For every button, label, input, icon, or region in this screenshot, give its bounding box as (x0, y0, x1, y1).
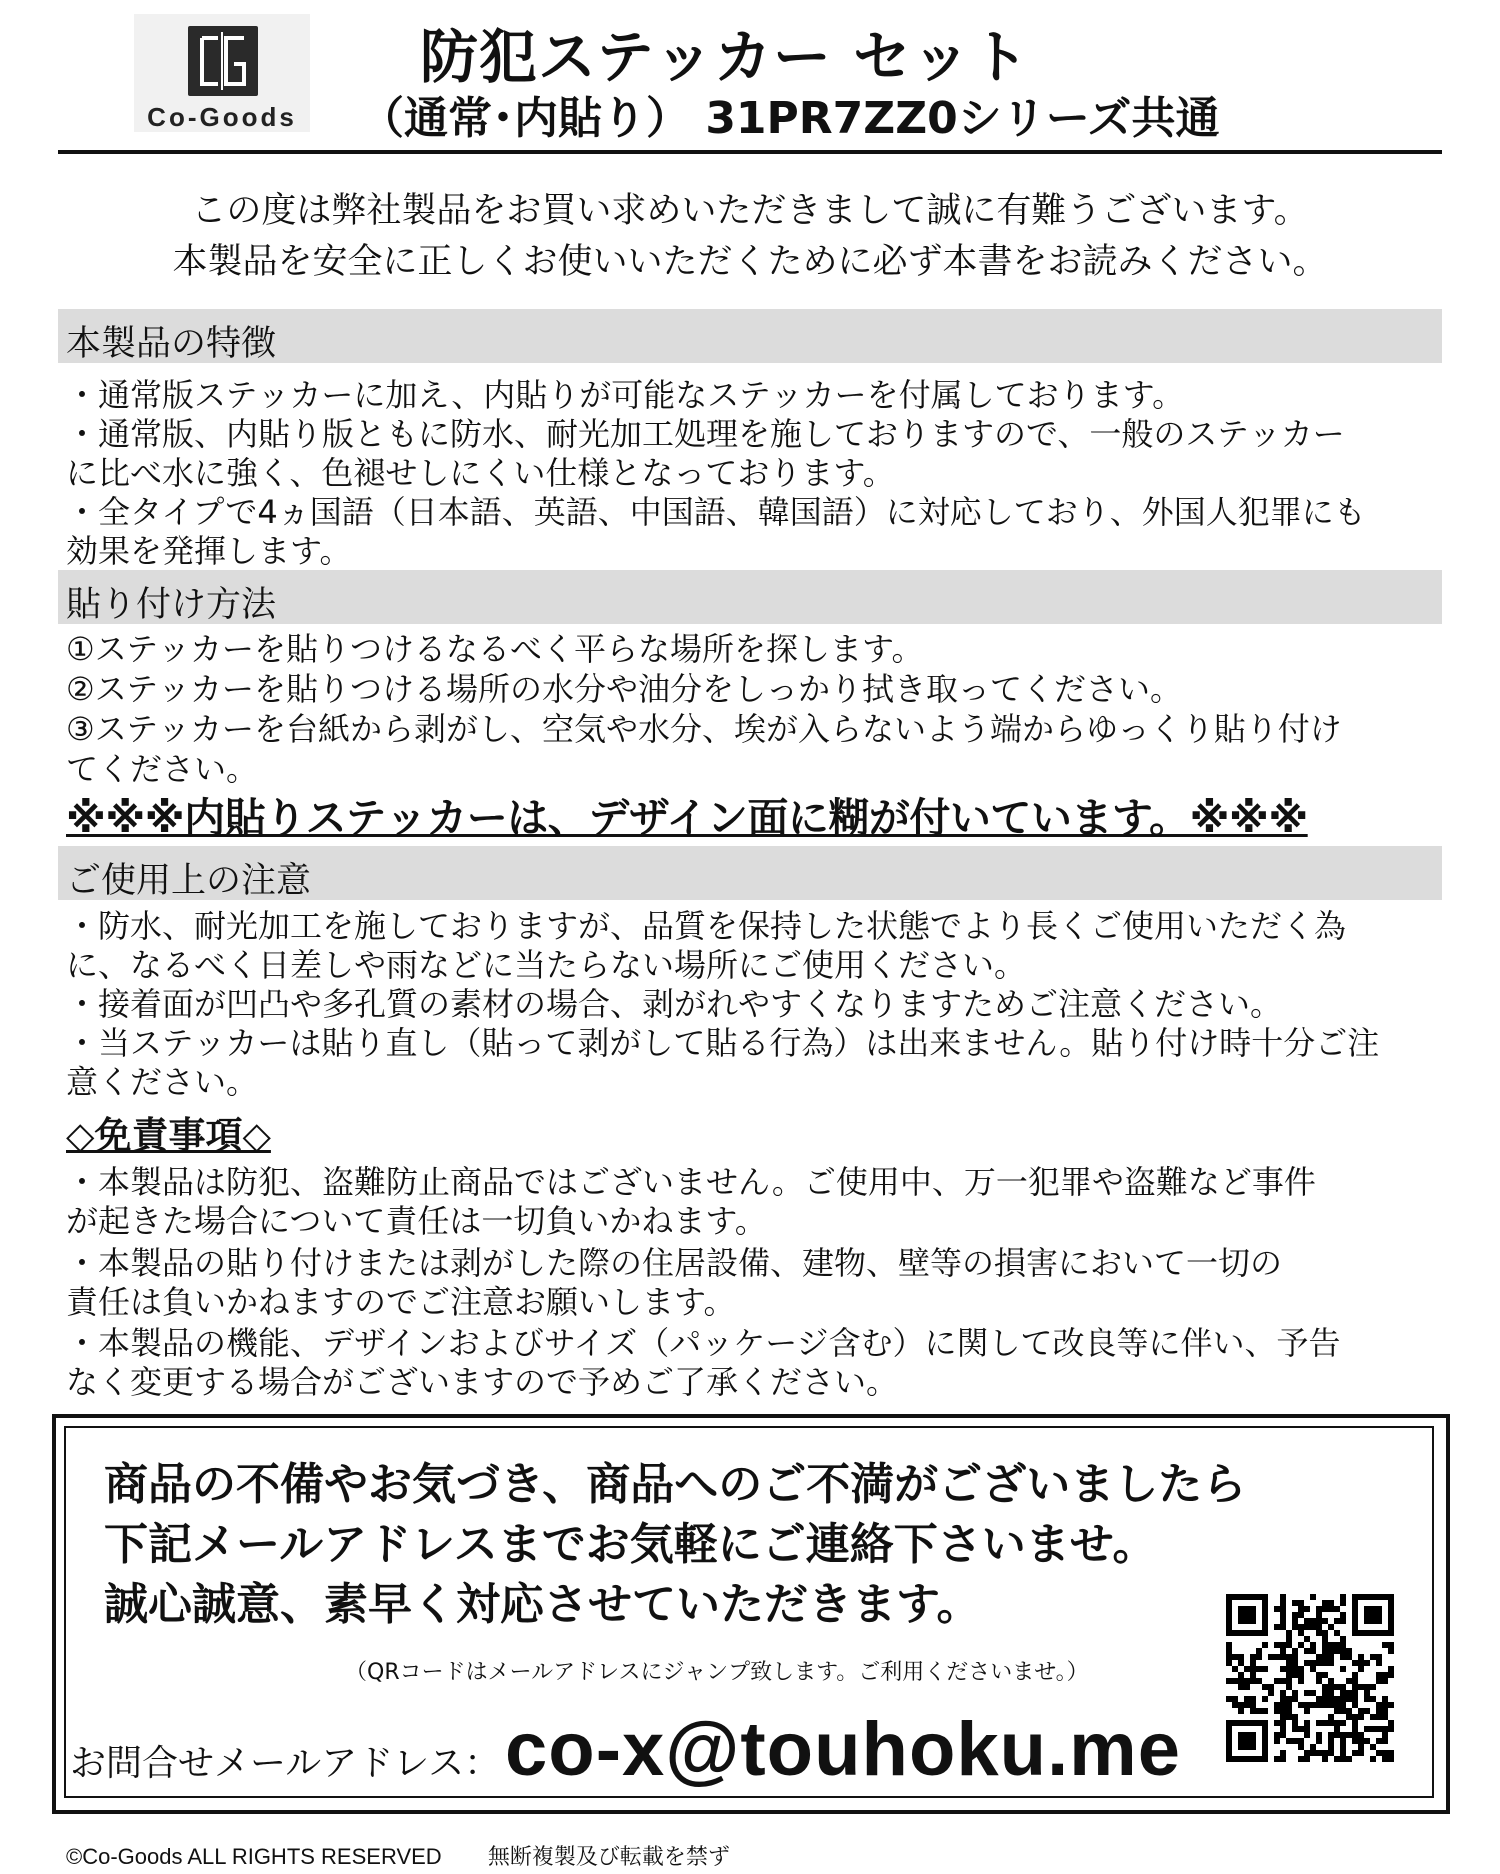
cautions-line: ・当ステッカーは貼り直し（貼って剥がして貼る行為）は出来ません。貼り付け時十分ご注 (66, 1024, 1380, 1062)
howto-line: ③ステッカーを台紙から剥がし、空気や水分、埃が入らないよう端からゆっくり貼り付け (66, 710, 1342, 748)
brand-name: Co-Goods (147, 102, 297, 132)
qr-code-icon[interactable] (1226, 1594, 1394, 1762)
footer (66, 1840, 770, 1871)
reproduction-notice: 無断複製及び転載を禁ず (487, 1844, 730, 1869)
disclaimer-line: なく変更する場合がございますので予めご了承ください。 (66, 1363, 899, 1401)
features-line: 効果を発揮します。 (66, 532, 352, 570)
intro-line: この度は弊社製品をお買い求めいただきまして誠に有難うございます。 (191, 191, 1309, 231)
howto-line: ②ステッカーを貼りつける場所の水分や油分をしっかり拭き取ってください。 (66, 670, 1183, 708)
cautions-line: ・接着面が凹凸や多孔質の素材の場合、剥がれやすくなりますためご注意ください。 (66, 985, 1283, 1023)
copyright-text: ©Co-Goods ALL RIGHTS RESERVED (66, 1844, 442, 1869)
document-title: 防犯ステッカー セット (420, 23, 1031, 91)
brand-mark-icon (188, 26, 258, 96)
disclaimer-line: ・本製品は防犯、盗難防止商品ではございません。ご使用中、万一犯罪や盗難など事件 (66, 1163, 1316, 1201)
brand-logo (134, 14, 310, 132)
section-heading-features: 本製品の特徴 (66, 324, 277, 364)
disclaimer-line: ・本製品の貼り付けまたは剥がした際の住居設備、建物、壁等の損害において一切の (66, 1244, 1283, 1282)
disclaimer-line: 責任は負いかねますのでご注意お願いします。 (66, 1283, 736, 1321)
cautions-line: ・防水、耐光加工を施しておりますが、品質を保持した状態でより長くご使用いただく為 (66, 907, 1347, 945)
features-line: ・全タイプで4ヵ国語（日本語、英語、中国語、韓国語）に対応しており、外国人犯罪にも (66, 493, 1366, 531)
qr-note: （QRコードはメールアドレスにジャンプ致します。ご利用くださいませ。） (345, 1660, 1089, 1685)
features-line: ・通常版ステッカーに加え、内貼りが可能なステッカーを付属しております。 (66, 376, 1185, 414)
howto-line: てください。 (66, 750, 259, 788)
intro-line: 本製品を安全に正しくお使いいただくために必ず本書をお読みください。 (172, 242, 1328, 282)
disclaimer-line: ・本製品の機能、デザインおよびサイズ（パッケージ含む）に関して改良等に伴い、予告 (66, 1324, 1341, 1362)
document-subtitle: （通常･内貼り） 31PR7ZZ0シリーズ共通 (360, 93, 1220, 144)
header-divider (58, 150, 1442, 154)
adhesive-warning: ※※※内貼りステッカーは、デザイン面に糊が付いています。※※※ (66, 794, 1308, 842)
cautions-line: に、なるべく日差しや雨などに当たらない場所にご使用ください。 (66, 946, 1027, 984)
email-label: お問合せメールアドレス： (70, 1743, 501, 1784)
contact-message-line: 誠心誠意、素早く対応させていただきます。 (104, 1579, 981, 1630)
contact-message-line: 商品の不備やお気づき、商品へのご不満がございましたら (104, 1459, 1247, 1510)
section-heading-howto: 貼り付け方法 (66, 585, 277, 625)
disclaimer-line: が起きた場合について責任は一切負いかねます。 (66, 1202, 767, 1240)
cautions-line: 意ください。 (66, 1063, 259, 1101)
features-line: ・通常版、内貼り版ともに防水、耐光加工処理を施しておりますので、一般のステッカー (66, 415, 1345, 453)
contact-email-link[interactable]: co-x@touhoku.me (505, 1707, 1182, 1792)
section-heading-cautions: ご使用上の注意 (66, 861, 312, 901)
contact-message-line: 下記メールアドレスまでお気軽にご連絡下さいませ。 (104, 1519, 1157, 1570)
features-line: に比べ水に強く、色褪せしにくい仕様となっております。 (66, 454, 895, 492)
howto-line: ①ステッカーを貼りつけるなるべく平らな場所を探します。 (66, 630, 924, 668)
section-heading-disclaimer: ◇免責事項◇ (66, 1114, 271, 1157)
